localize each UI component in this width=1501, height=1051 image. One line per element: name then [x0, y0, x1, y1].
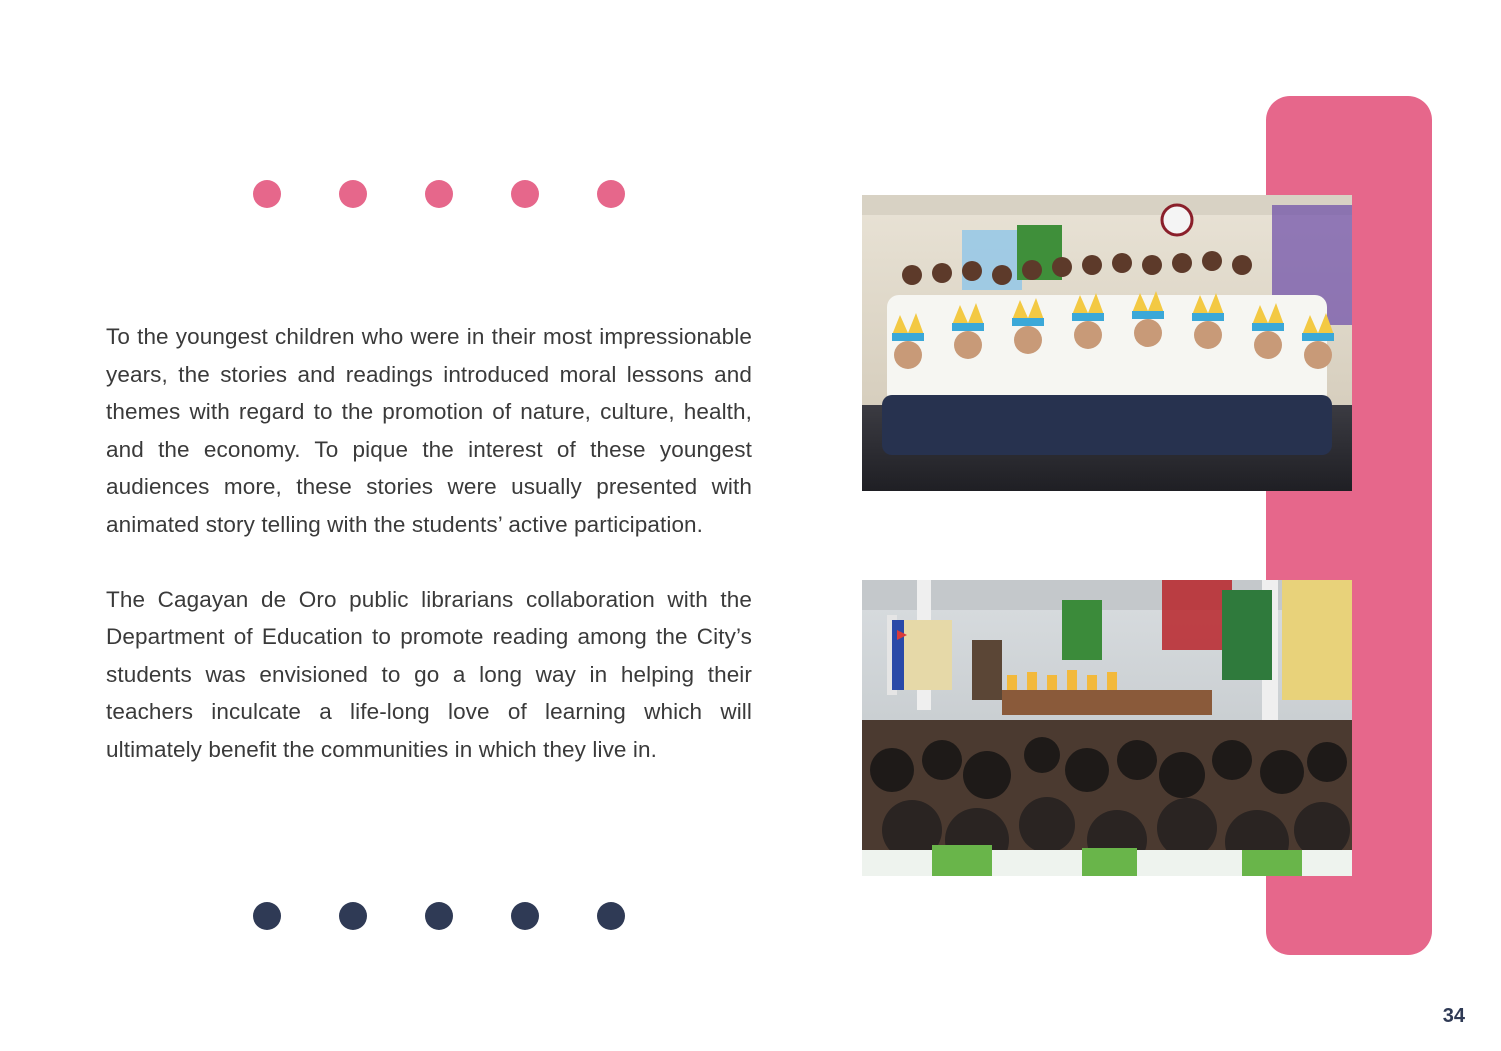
pink-dot	[597, 180, 625, 208]
navy-dot	[511, 902, 539, 930]
paragraph-2: The Cagayan de Oro public librarians collaboration with the Department of Education to promote reading among the City’s students was envisioned to go a long way in helping their teachers inculcate a life-long love of learning which will ultimately benefit the communities in which they live in.	[106, 586, 752, 762]
pink-dot	[253, 180, 281, 208]
pink-dot	[339, 180, 367, 208]
navy-dot	[425, 902, 453, 930]
bottom-dot-row	[253, 902, 625, 930]
page-number: 34	[1442, 1005, 1465, 1027]
paragraph-1: To the youngest children who were in their most impressionable years, the stories and readings introduced moral lessons and themes with regard to the promotion of nature, culture, health, and the economy. To pique the interest of these youngest audiences more, these stories were usually presented with animated story telling with the students’ active participation.	[106, 324, 752, 537]
body-text	[106, 318, 752, 768]
audience-stage-photo	[862, 580, 1352, 876]
pink-dot	[425, 180, 453, 208]
navy-dot	[597, 902, 625, 930]
group-photo-children-crowns	[862, 195, 1352, 491]
pink-dot	[511, 180, 539, 208]
top-dot-row	[253, 180, 625, 208]
navy-dot	[339, 902, 367, 930]
navy-dot	[253, 902, 281, 930]
